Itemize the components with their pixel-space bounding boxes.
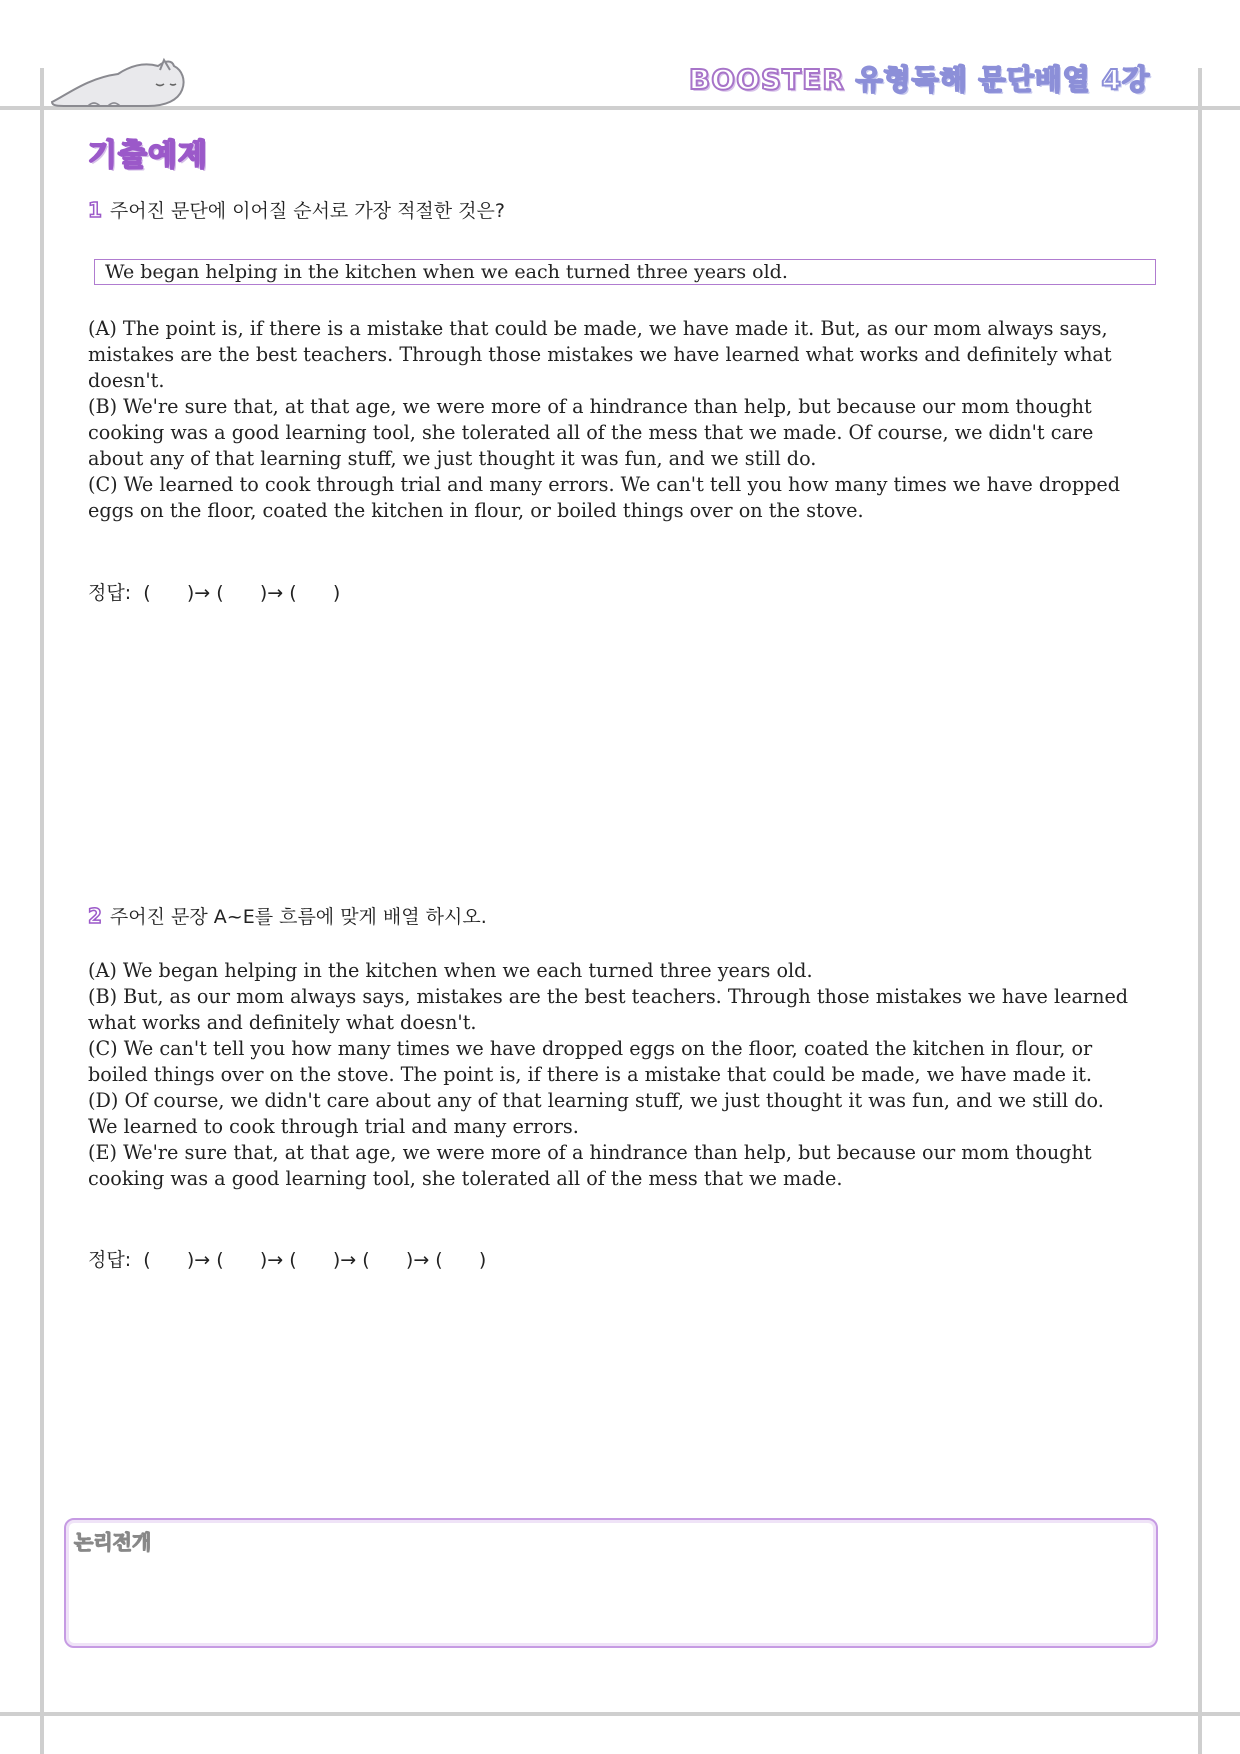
sleeping-cat-icon [48,56,188,116]
sentence-e: (E) We're sure that, at that age, we were more of a hindrance than help, but because our mom thought cooking was a good learning tool, she tolerated all of the mess that we made. [88,1141,1092,1190]
footer-rule [0,1712,1240,1716]
memo-label: 논리전개 [74,1530,152,1554]
paragraph-a: (A) The point is, if there is a mistake that could be made, we have made it. But, as our mom always says, mistakes are the best teachers. Through those mistakes we have learned what works and definitely what doesn't. [88,317,1112,392]
paragraph-c: (C) We learned to cook through trial and many errors. We can't tell you how many times we have dropped eggs on the floor, coated the kitchen in flour, or boiled things over on the stove. [88,473,1121,522]
header-title [689,58,1150,98]
question-1-passage [88,316,1138,524]
question-1-answer-blank[interactable]: 정답: ( )→ ( )→ ( ) [88,582,341,604]
logic-flow-memo-box[interactable] [64,1518,1158,1648]
question-2-passage [88,958,1138,1192]
sentence-c: (C) We can't tell you how many times we have dropped eggs on the floor, coated the kitchen in flour, or boiled things over on the stove. The point is, if there is a mistake that could be made, we have made it. [88,1037,1093,1086]
given-sentence-box: We began helping in the kitchen when we each turned three years old. [94,259,1156,285]
question-2-answer-blank[interactable]: 정답: ( )→ ( )→ ( )→ ( )→ ( ) [88,1249,487,1271]
question-number: 2 [88,904,102,928]
question-text: 주어진 문장 A~E를 흐름에 맞게 배열 하시오. [109,906,487,928]
sentence-b: (B) But, as our mom always says, mistakes are the best teachers. Through those mistakes we have learned what works and definitely what doesn't. [88,985,1129,1034]
sentence-d: (D) Of course, we didn't care about any of that learning stuff, we just thought it was fun, and we still do. We learned to cook through trial and many errors. [88,1089,1104,1138]
question-2-prompt [88,902,487,929]
sentence-a: (A) We began helping in the kitchen when we each turned three years old. [88,959,813,982]
section-title: 기출예제 [88,138,208,173]
question-text: 주어진 문단에 이어질 순서로 가장 적절한 것은? [109,200,505,222]
question-number: 1 [88,198,102,222]
question-1-prompt [88,196,505,223]
page-border-left [40,68,44,1754]
series-name: BOOSTER [688,63,845,96]
header-subtitle: 유형독해 문단배열 4강 [855,63,1150,96]
page-border-right [1198,68,1202,1754]
paragraph-b: (B) We're sure that, at that age, we were more of a hindrance than help, but because our mom thought cooking was a good learning tool, she tolerated all of the mess that we made. Of course, we didn't care about any of that learning stuff, we just thought it was fun, and we still do. [88,395,1094,470]
